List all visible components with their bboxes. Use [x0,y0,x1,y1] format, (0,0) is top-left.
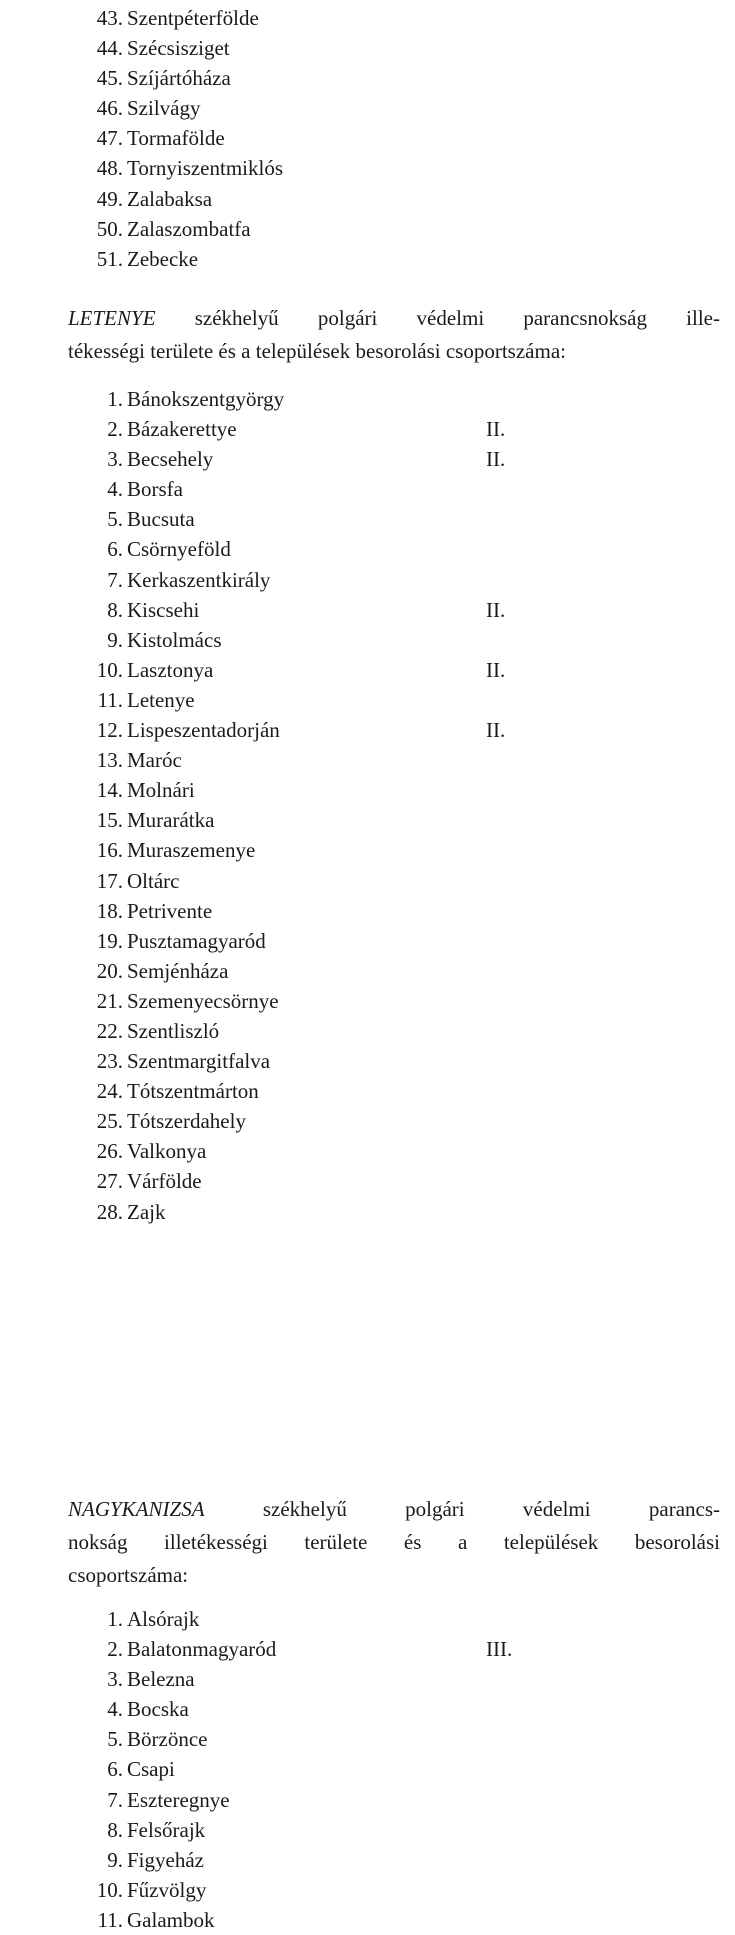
list-item [0,1016,735,1046]
list-item [0,805,735,835]
list-item [0,1815,735,1845]
list-item [0,63,735,93]
settlement-name: Börzönce [127,1727,208,1752]
item-number: 50. [96,216,123,241]
list-item [0,986,735,1016]
list-item [0,775,735,805]
list-item [0,153,735,183]
item-number: 20. [96,958,123,983]
list-item [0,384,735,414]
item-number: 4. [107,1697,123,1722]
list-item [0,1754,735,1784]
item-number: 12. [96,718,123,743]
list-item [0,3,735,33]
item-number: 43. [96,6,123,30]
settlement-list-continued [0,3,735,274]
item-number: 3. [107,1667,123,1692]
letenye-city-name: LETENYE [68,306,156,330]
group-number: II. [486,657,506,682]
nagykanizsa-settlement-list [0,1604,735,1935]
list-item [0,1664,735,1694]
item-number: 9. [107,1847,123,1872]
settlement-name: Letenye [127,687,195,712]
settlement-name: Maróc [127,748,182,773]
settlement-name: Fűzvölgy [127,1877,207,1902]
list-item [0,866,735,896]
item-number: 47. [96,126,123,151]
settlement-name: Szentliszló [127,1018,220,1043]
letenye-heading-line1: székhelyű polgári védelmi parancsnokság ille- [155,306,720,330]
list-item [0,655,735,685]
item-number: 49. [96,186,123,211]
list-item [0,896,735,926]
group-number: II. [486,447,506,472]
settlement-name: Bocska [127,1697,189,1722]
settlement-name: Szemenyecsörnye [127,988,279,1013]
settlement-name: Galambok [127,1907,215,1932]
item-number: 1. [107,387,123,411]
list-item [0,123,735,153]
item-number: 8. [107,597,123,622]
settlement-name: Szécsisziget [127,36,230,61]
list-item [0,534,735,564]
list-item [0,93,735,123]
item-number: 51. [96,246,123,271]
item-number: 6. [107,1757,123,1782]
settlement-name: Balatonmagyaród [127,1637,277,1662]
item-number: 28. [96,1199,123,1224]
settlement-name: Eszteregnye [127,1787,230,1812]
settlement-name: Kiscsehi [127,597,200,622]
item-number: 11. [97,1907,123,1932]
item-number: 4. [107,477,123,502]
nagykanizsa-city-name: NAGYKANIZSA [68,1497,205,1521]
list-item [0,1634,735,1664]
settlement-name: Várfölde [127,1169,202,1194]
list-item [0,715,735,745]
list-item [0,1136,735,1166]
settlement-name: Kistolmács [127,627,222,652]
settlement-name: Tornyiszentmiklós [127,156,284,181]
list-item [0,1076,735,1106]
list-item [0,1046,735,1076]
item-number: 44. [96,36,123,61]
item-number: 5. [107,507,123,532]
group-number: II. [486,597,506,622]
item-number: 5. [107,1727,123,1752]
list-item [0,1197,735,1227]
item-number: 14. [96,778,123,803]
settlement-name: Becsehely [127,447,214,472]
list-item [0,1875,735,1905]
list-item [0,184,735,214]
item-number: 25. [96,1109,123,1134]
list-item [0,745,735,775]
group-number: II. [486,718,506,743]
item-number: 7. [107,567,123,592]
item-number: 22. [96,1018,123,1043]
settlement-name: Tótszerdahely [127,1109,246,1134]
settlement-name: Figyeház [127,1847,204,1872]
settlement-name: Semjénháza [127,958,229,983]
item-number: 26. [96,1139,123,1164]
item-number: 19. [96,928,123,953]
list-item [0,504,735,534]
settlement-name: Csörnyeföld [127,537,231,562]
settlement-name: Szilvágy [127,96,201,121]
list-item [0,474,735,504]
item-number: 10. [96,1877,123,1902]
item-number: 7. [107,1787,123,1812]
list-item [0,1106,735,1136]
settlement-name: Valkonya [127,1139,207,1164]
item-number: 18. [96,898,123,923]
item-number: 2. [107,417,123,442]
item-number: 45. [96,66,123,91]
settlement-name: Lasztonya [127,657,214,682]
settlement-name: Bánokszentgyörgy [127,387,285,411]
settlement-name: Alsórajk [127,1607,200,1631]
item-number: 17. [96,868,123,893]
item-number: 9. [107,627,123,652]
nagykanizsa-heading-paragraph [68,1493,720,1592]
settlement-name: Szentpéterfölde [127,6,259,30]
settlement-name: Tótszentmárton [127,1079,259,1104]
item-number: 2. [107,1637,123,1662]
list-item [0,1905,735,1935]
list-item [0,1694,735,1724]
list-item [0,244,735,274]
item-number: 11. [97,687,123,712]
list-item [0,1724,735,1754]
list-item [0,444,735,474]
nagykanizsa-heading-line3: csoportszáma: [68,1563,189,1587]
item-number: 15. [96,808,123,833]
list-item [0,595,735,625]
item-number: 1. [107,1607,123,1631]
letenye-heading-paragraph [68,302,720,368]
settlement-name: Oltárc [127,868,180,893]
item-number: 6. [107,537,123,562]
list-item [0,926,735,956]
settlement-name: Szíjártóháza [127,66,231,91]
item-number: 16. [96,838,123,863]
settlement-name: Molnári [127,778,195,803]
settlement-name: Pusztamagyaród [127,928,266,953]
list-item [0,956,735,986]
settlement-name: Zalabaksa [127,186,213,211]
settlement-name: Bázakerettye [127,417,237,442]
list-item [0,33,735,63]
list-item [0,214,735,244]
settlement-name: Kerkaszentkirály [127,567,271,592]
settlement-name: Murarátka [127,808,215,833]
item-number: 10. [96,657,123,682]
settlement-name: Muraszemenye [127,838,256,863]
list-item [0,835,735,865]
item-number: 46. [96,96,123,121]
settlement-name: Csapi [127,1757,175,1782]
settlement-name: Borsfa [127,477,183,502]
settlement-name: Felsőrajk [127,1817,206,1842]
list-item [0,1604,735,1634]
list-item [0,685,735,715]
list-item [0,414,735,444]
settlement-name: Bucsuta [127,507,195,532]
item-number: 3. [107,447,123,472]
list-item [0,1785,735,1815]
item-number: 27. [96,1169,123,1194]
item-number: 8. [107,1817,123,1842]
nagykanizsa-heading-line2: nokság illetékességi területe és a települések besorolási [68,1530,720,1554]
item-number: 13. [96,748,123,773]
settlement-name: Belezna [127,1667,195,1692]
letenye-settlement-list [0,384,735,1227]
settlement-name: Zalaszombatfa [127,216,251,241]
item-number: 21. [96,988,123,1013]
settlement-name: Zebecke [127,246,199,271]
settlement-name: Zajk [127,1199,166,1224]
nagykanizsa-heading-line1: székhelyű polgári védelmi parancs- [204,1497,720,1521]
settlement-name: Petrivente [127,898,213,923]
list-item [0,1845,735,1875]
item-number: 23. [96,1049,123,1074]
settlement-name: Tormafölde [127,126,225,151]
group-number: III. [486,1637,513,1662]
item-number: 48. [96,156,123,181]
item-number: 24. [96,1079,123,1104]
letenye-heading-line2: tékességi területe és a települések besorolási csoportszáma: [68,339,566,363]
settlement-name: Szentmargitfalva [127,1049,271,1074]
group-number: II. [486,417,506,442]
list-item [0,565,735,595]
settlement-name: Lispeszentadorján [127,718,280,743]
list-item [0,625,735,655]
list-item [0,1166,735,1196]
